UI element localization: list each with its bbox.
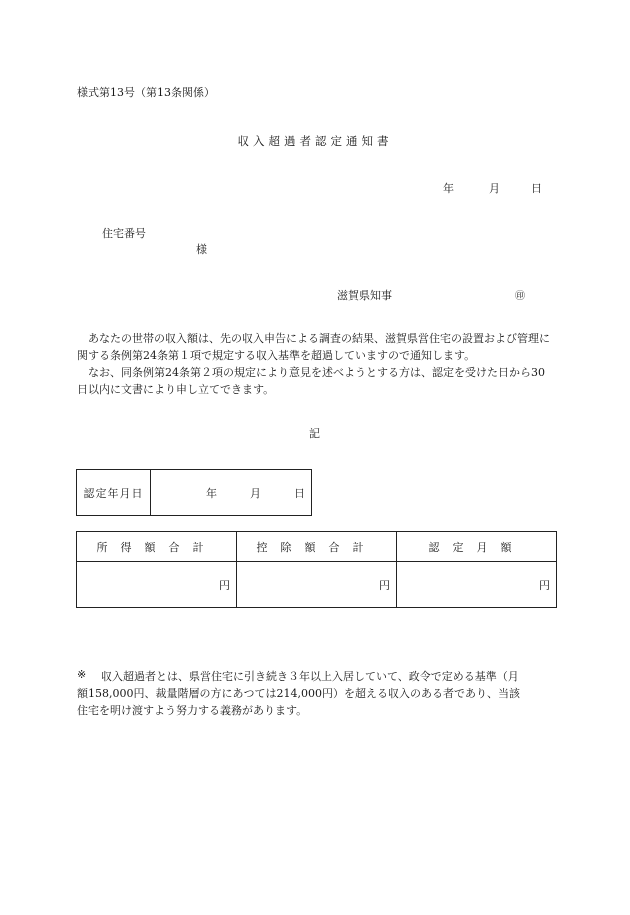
approval-date-day: 日 xyxy=(294,486,305,500)
notice-paragraph-1: あなたの世帯の収入額は、先の収入申告による調査の結果、滋賀県営住宅の設置および管理に関する条例第24条第１項で規定する収入基準を超過していますので通知します。 xyxy=(77,332,550,362)
monthly-amount-cell: 円 xyxy=(397,562,557,608)
approval-date-label: 認定年月日 xyxy=(77,470,151,516)
ki-heading: 記 xyxy=(309,427,320,440)
deduction-total-cell: 円 xyxy=(237,562,397,608)
approval-date-value xyxy=(151,470,312,516)
note-text xyxy=(77,668,553,719)
note-line-1: 収入超過者とは、県営住宅に引き続き３年以上入居していて、政令で定める基準（月 xyxy=(101,670,519,683)
header-monthly-amount: 認定月額 xyxy=(397,532,557,562)
approval-date-table xyxy=(76,469,312,516)
seal-mark: ㊞ xyxy=(515,291,525,302)
issuer-name: 滋賀県知事 xyxy=(337,289,392,302)
note-line-2: 額158,000円、裁量階層の方にあつては214,000円）を超える収入のある者であり、当該 xyxy=(77,687,520,700)
issue-date-year: 年 xyxy=(443,182,454,195)
approval-date-year: 年 xyxy=(206,486,217,500)
issue-date-day: 日 xyxy=(531,182,542,195)
header-income-total: 所得額合計 xyxy=(77,532,237,562)
notice-paragraph-2: なお、同条例第24条第２項の規定により意見を述べようとする方は、認定を受けた日から30日以内に文書により申し立てできます。 xyxy=(77,366,545,396)
issue-date xyxy=(443,180,542,196)
notice-body xyxy=(77,330,553,398)
document-title: 収入超過者認定通知書 xyxy=(237,134,393,148)
addressee-honorific: 様 xyxy=(196,243,207,256)
note-line-3: 住宅を明け渡すよう努力する義務があります。 xyxy=(77,704,308,717)
issue-date-month: 月 xyxy=(489,182,500,195)
amount-table xyxy=(76,531,557,608)
form-number: 様式第13号（第13条関係） xyxy=(77,86,215,99)
header-deduction-total: 控除額合計 xyxy=(237,532,397,562)
note-mark: ※ xyxy=(77,668,87,681)
house-number-label: 住宅番号 xyxy=(102,227,146,240)
income-total-cell: 円 xyxy=(77,562,237,608)
approval-date-month: 月 xyxy=(250,486,261,500)
